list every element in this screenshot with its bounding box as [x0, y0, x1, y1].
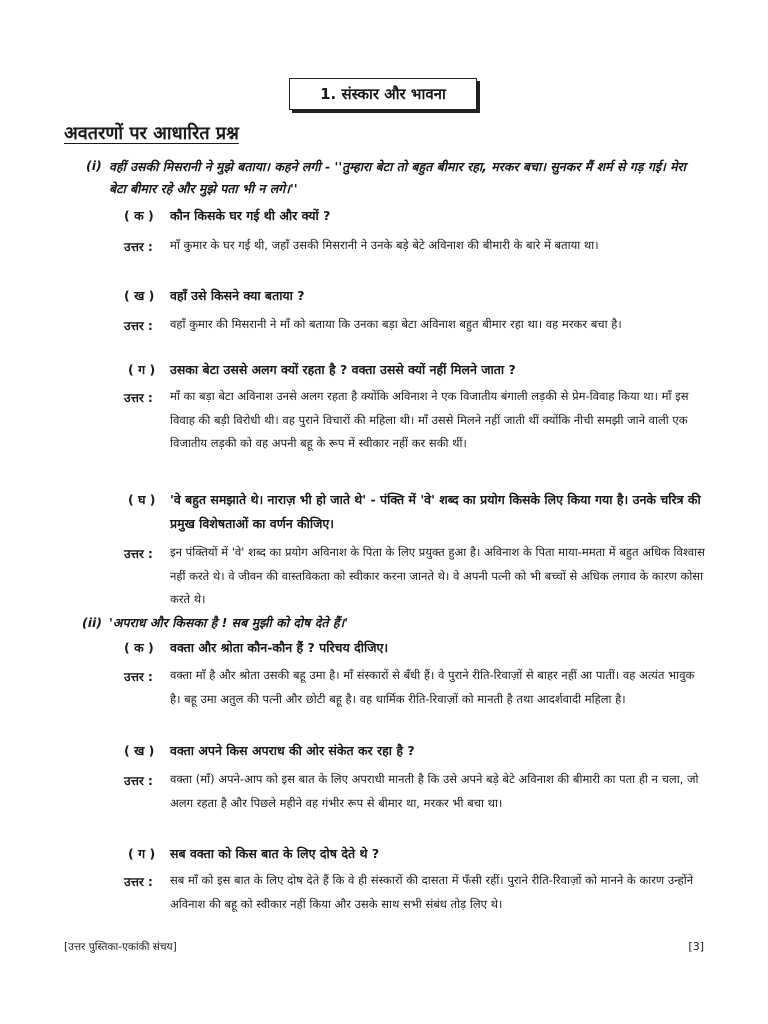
question-label: ( ख ) — [124, 743, 155, 758]
question-text: वक्ता और श्रोता कौन-कौन हैं ? परिचय दीजिए। — [170, 640, 389, 655]
question-text: उसका बेटा उससे अलग क्यों रहता है ? वक्ता उससे क्यों नहीं मिलने जाता ? — [170, 362, 516, 377]
question-text: 'वे बहुत समझाते थे। नाराज़ भी हो जाते थे' - पंक्ति में 'वे' शब्द का प्रयोग किसके लिए किया गया है। उनके चरित्र की प्रमुख विशेषताओं का वर्णन कीजिए। — [170, 492, 701, 531]
answer-label: उत्तर : — [124, 240, 153, 254]
passage-text: वहीं उसकी मिसरानी ने मुझे बताया। कहने लगी - ''तुम्हारा बेटा तो बहुत बीमार रहा, मरकर बचा। सुनकर मैं शर्म से गड़ गई। मेरा बेटा बीमार रहे और मुझे पता भी न लगे।'' — [109, 159, 686, 196]
question-text: सब वक्ता को किस बात के लिए दोष देते थे ? — [170, 846, 380, 861]
question-text: वक्ता अपने किस अपराध की ओर संकेत कर रहा है ? — [170, 743, 415, 758]
answer-text: इन पंक्तियों में 'वे' शब्द का प्रयोग अविनाश के पिता के लिए प्रयुक्त हुआ है। अविनाश के पिता माया-ममता में बहुत अधिक विश्वास नहीं करते थे। वे जीवन की वास्तविकता को स्वीकार करना जानते थे। वे अपनी पत्नी को भी बच्चों से अधिक लगाव के कारण कोसा करते थे। — [170, 545, 705, 606]
section-heading: अवतरणों पर आधारित प्रश्न — [64, 123, 239, 144]
chapter-title: 1. संस्कार और भावना — [289, 78, 477, 110]
answer-text: माँ कुमार के घर गई थी, जहाँ उसकी मिसरानी ने उनके बड़े बेटे अविनाश की बीमारी के बारे में बताया था। — [170, 238, 599, 252]
question-label: ( क ) — [124, 208, 154, 223]
footer-book-title: [उत्तर पुस्तिका-एकांकी संचय] — [64, 941, 177, 953]
question-text: कौन किसके घर गई थी और क्यों ? — [170, 208, 331, 223]
answer-label: उत्तर : — [124, 391, 153, 405]
answer-text: माँ का बड़ा बेटा अविनाश उनसे अलग रहता है क्योंकि अविनाश ने एक विजातीय बंगाली लड़की से प्रेम-विवाह किया था। माँ इस विवाह की बड़ी विरोधी थी। वह पुराने विचारों की महिला थी। माँ उससे मिलने नहीं जाती थीं क्योंकि नीची समझी जाने वाली एक विजातीय लड़की को वह अपनी बहू के रूप में स्वीकार नहीं कर सकी थीं। — [170, 389, 689, 450]
question-label: ( क ) — [124, 640, 154, 655]
page-number: [3] — [688, 940, 704, 953]
answer-label: उत्तर : — [124, 875, 153, 889]
passage-number: (i) — [86, 158, 102, 173]
answer-text: वक्ता माँ है और श्रोता उसकी बहू उमा है। माँ संस्कारों से बँधी हैं। वे पुराने रीति-रिवाज़ों से बाहर नहीं आ पातीं। वह अत्यंत भावुक है। बहू उमा अतुल की पत्नी और छोटी बहू है। वह धार्मिक रीति-रिवाज़ों को मानती है तथा आदर्शवादी महिला है। — [170, 668, 695, 706]
question-label: ( ख ) — [124, 288, 155, 303]
passage-number: (ii) — [82, 615, 102, 630]
answer-label: उत्तर : — [124, 319, 153, 333]
question-label: ( ग ) — [128, 846, 156, 861]
answer-text: सब माँ को इस बात के लिए दोष देते हैं कि वे ही संस्कारों की दासता में फँसी रहीं। पुराने रीति-रिवाज़ों को मानने के कारण उन्होंने अविनाश की बहू को स्वीकार नहीं किया और उसके साथ सभी संबंध तोड़ लिए थे। — [170, 873, 694, 911]
answer-label: उत्तर : — [124, 774, 153, 788]
question-text: वहाँ उसे किसने क्या बताया ? — [170, 288, 305, 303]
question-label: ( ग ) — [128, 362, 156, 377]
passage-text: 'अपराध और किसका है ! सब मुझी को दोष देते हैं।' — [109, 615, 349, 630]
answer-label: उत्तर : — [124, 670, 153, 684]
question-label: ( घ ) — [128, 492, 156, 507]
answer-text: वहाँ कुमार की मिसरानी ने माँ को बताया कि उनका बड़ा बेटा अविनाश बहुत बीमार रहा था। वह मरकर बचा है। — [170, 317, 622, 331]
answer-label: उत्तर : — [124, 547, 153, 561]
answer-text: वक्ता (माँ) अपने-आप को इस बात के लिए अपराधी मानती है कि उसे अपने बड़े बेटे अविनाश की बीमारी का पता ही न चला, जो अलग रहता है और पिछले महीने वह गंभीर रूप से बीमार था, मरकर भी बचा था। — [170, 772, 699, 810]
